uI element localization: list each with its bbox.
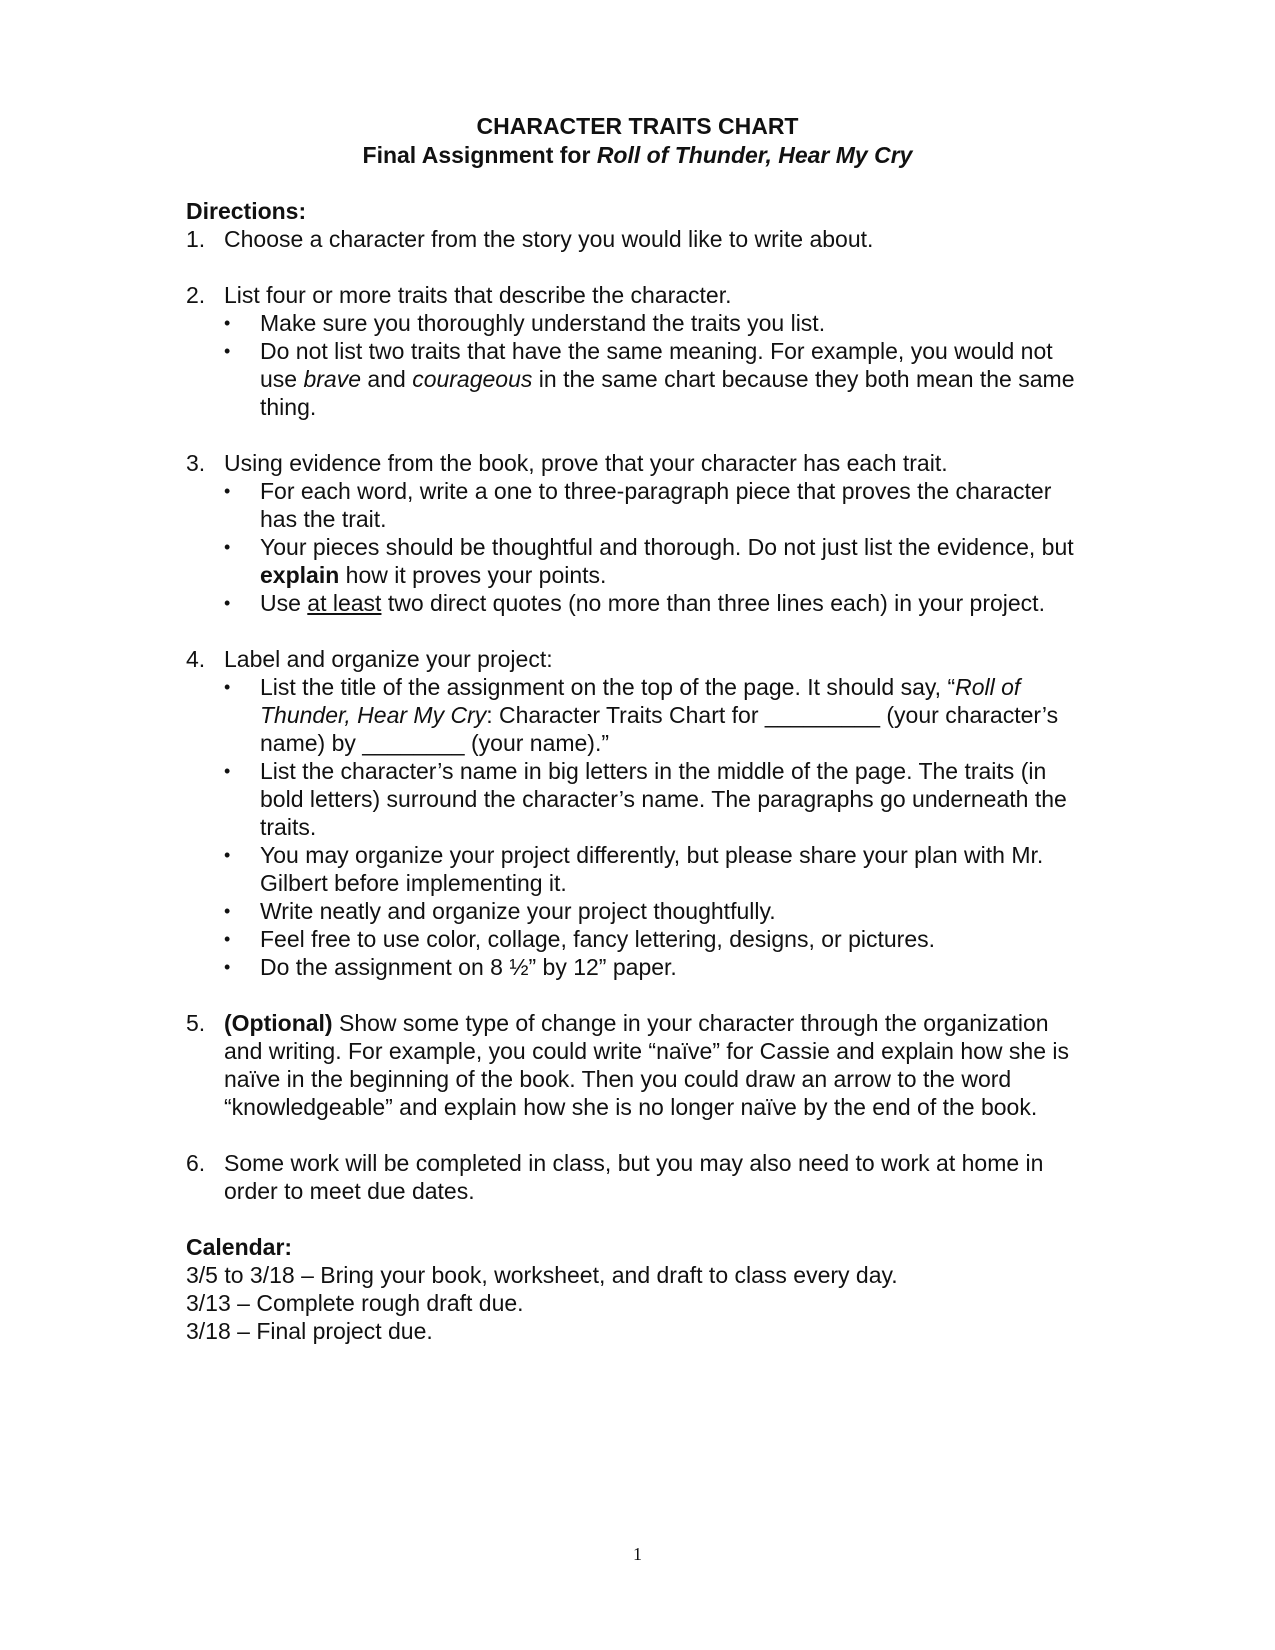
bullet-item: • Write neatly and organize your project thoughtfully.: [224, 898, 776, 924]
example-word-courageous: courageous: [412, 366, 533, 392]
item-number: 4.: [186, 646, 206, 672]
bullet-icon: •: [224, 341, 231, 361]
bullet-item: • For each word, write a one to three-paragraph piece that proves the character has the trait.: [224, 478, 1052, 532]
bullet-icon: •: [224, 845, 231, 865]
calendar-entry: 3/18 – Final project due.: [186, 1318, 433, 1344]
bullet-list: [186, 673, 1086, 981]
item-number: 1.: [186, 226, 206, 252]
item-number: 5.: [186, 1010, 206, 1036]
bullet-item: • Use at least two direct quotes (no more than three lines each) in your project.: [224, 590, 1045, 616]
example-word-brave: brave: [303, 366, 362, 392]
bullet-icon: •: [224, 929, 231, 949]
bold-explain: explain: [260, 562, 340, 588]
bullet-icon: •: [224, 593, 231, 613]
item-number: 3.: [186, 450, 206, 476]
bullet-item: • Make sure you thoroughly understand the traits you list.: [224, 310, 826, 336]
bullet-item: • Feel free to use color, collage, fancy lettering, designs, or pictures.: [224, 926, 936, 952]
bullet-icon: •: [224, 901, 231, 921]
direction-item-1: [186, 225, 1086, 253]
bullet-list: [186, 477, 1086, 617]
title-block: [0, 112, 1275, 170]
calendar-heading: Calendar:: [186, 1234, 293, 1260]
bullet-icon: •: [224, 677, 231, 697]
direction-item-2: [186, 281, 1086, 309]
bullet-icon: •: [224, 481, 231, 501]
optional-label: (Optional): [224, 1010, 333, 1036]
bullet-item: • Do the assignment on 8 ½” by 12” paper.: [224, 954, 677, 980]
bullet-icon: •: [224, 957, 231, 977]
item-text: Show some type of change in your character through the organization and writing. For example, you could write “naïve” for Cassie and explain how she is naïve in the beginning of the book. Then you could draw an arrow to the word “knowledgeable” and explain how she is no longer naïve by the end of the book.: [224, 1010, 1070, 1120]
bullet-icon: •: [224, 761, 231, 781]
direction-item-3: [186, 449, 1086, 477]
item-number: 2.: [186, 282, 206, 308]
item-text: Label and organize your project:: [224, 646, 553, 672]
bullet-item: • List the title of the assignment on the top of the page. It should say, “Roll of Thunder, Hear My Cry: Character Traits Chart for _________ (your character’s name) by ________ (your name).”: [224, 674, 1059, 756]
item-text: Choose a character from the story you would like to write about.: [224, 226, 874, 252]
bullet-icon: •: [224, 313, 231, 333]
item-text: List four or more traits that describe the character.: [224, 282, 732, 308]
underline-at-least: at least: [307, 590, 382, 616]
item-text: Using evidence from the book, prove that your character has each trait.: [224, 450, 948, 476]
subtitle-book-title: Roll of Thunder, Hear My Cry: [596, 142, 913, 168]
calendar-entry: 3/5 to 3/18 – Bring your book, worksheet, and draft to class every day.: [186, 1262, 898, 1288]
content: [186, 197, 1086, 1345]
subtitle-prefix: Final Assignment for: [362, 142, 597, 168]
direction-item-4: [186, 645, 1086, 673]
page-subtitle: [0, 141, 1275, 170]
bullet-item: • Do not list two traits that have the same meaning. For example, you would not use brave and courageous in the same chart because they both mean the same thing.: [224, 338, 1075, 420]
bullet-icon: •: [224, 537, 231, 557]
directions-heading: Directions:: [186, 198, 307, 224]
direction-item-6: [186, 1149, 1086, 1205]
page-title: CHARACTER TRAITS CHART: [476, 113, 799, 139]
direction-item-5: [186, 1009, 1086, 1121]
bullet-item: • Your pieces should be thoughtful and thorough. Do not just list the evidence, but explain how it proves your points.: [224, 534, 1074, 588]
bullet-item: • You may organize your project differently, but please share your plan with Mr. Gilbert before implementing it.: [224, 842, 1044, 896]
italic-book-title: Roll of Thunder, Hear My Cry: [260, 674, 1021, 728]
item-number: 6.: [186, 1150, 206, 1176]
bullet-list: [186, 309, 1086, 421]
bullet-item: • List the character’s name in big letters in the middle of the page. The traits (in bold letters) surround the character’s name. The paragraphs go underneath the traits.: [224, 758, 1067, 840]
item-text: Some work will be completed in class, but you may also need to work at home in order to meet due dates.: [224, 1150, 1044, 1204]
calendar-entry: 3/13 – Complete rough draft due.: [186, 1290, 524, 1316]
page-number: 1: [633, 1544, 642, 1564]
